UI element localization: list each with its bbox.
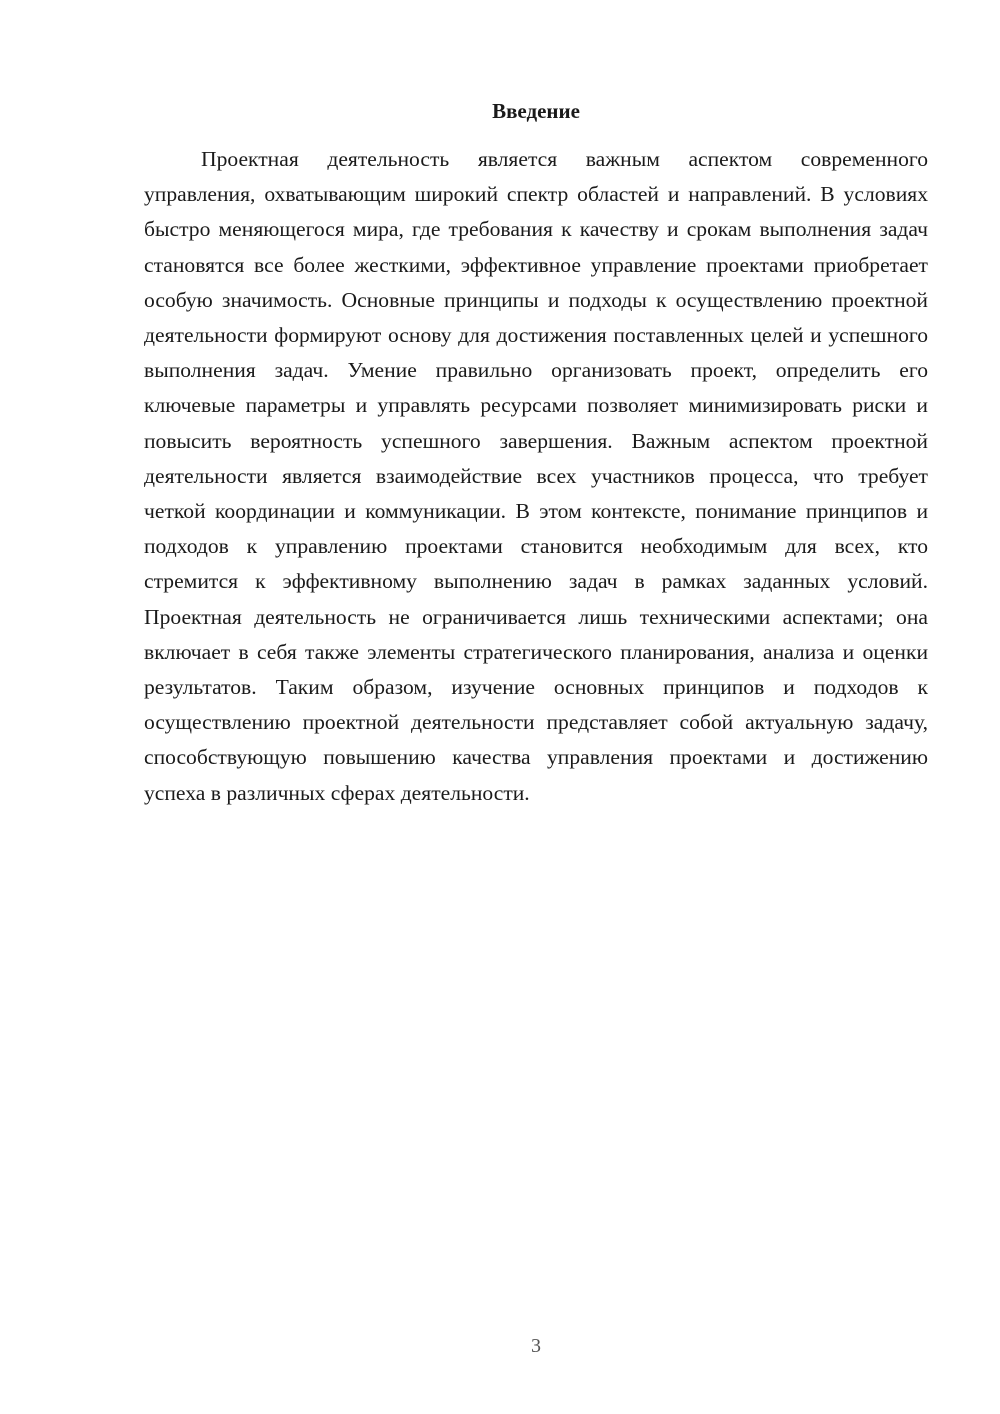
body-paragraph: Проектная деятельность является важным аспектом современного управления, охватывающим широкий спектр областей и направлений. В условиях быстро меняющегося мира, где требования к качеству и срокам выполнения задач становятся все более жесткими, эффективное управление проектами приобретает особую значимость. Основные принципы и подходы к осуществлению проектной деятельности формируют основу для достижения поставленных целей и успешного выполнения задач. Умение правильно организовать проект, определить его ключевые параметры и управлять ресурсами позволяет минимизировать риски и повысить вероятность успешного завершения. Важным аспектом проектной деятельности является взаимодействие всех участников процесса, что требует четкой координации и коммуникации. В этом контексте, понимание принципов и подходов к управлению проектами становится необходимым для всех, кто стремится к эффективному выполнению задач в рамках заданных условий. Проектная деятельность не ограничивается лишь техническими аспектами; она включает в себя также элементы стратегического планирования, анализа и оценки результатов. Таким образом, изучение основных принципов и подходов к осуществлению проектной деятельности представляет собой актуальную задачу, способствующую повышению качества управления проектами и достижению успеха в различных сферах деятельности. bbox=[144, 147, 928, 805]
section-heading: Введение bbox=[492, 99, 580, 123]
page-number: 3 bbox=[531, 1335, 541, 1357]
